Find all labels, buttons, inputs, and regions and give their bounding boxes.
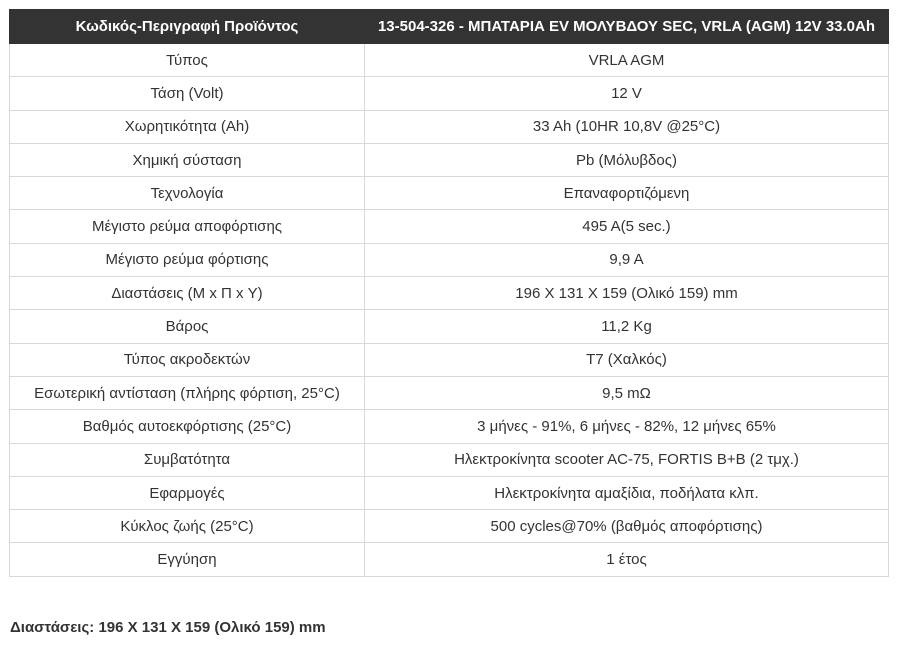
spec-label-cell: Τεχνολογία (10, 177, 365, 210)
table-row (10, 243, 889, 276)
spec-value-cell: Ηλεκτροκίνητα scooter AC-75, FORTIS B+B (2 τμχ.) (365, 443, 889, 476)
table-row (10, 44, 889, 77)
spec-label-cell: Χημική σύσταση (10, 143, 365, 176)
table-row (10, 510, 889, 543)
spec-label-cell: Βάρος (10, 310, 365, 343)
spec-label-cell: Βαθμός αυτοεκφόρτισης (25°C) (10, 410, 365, 443)
spec-value-cell: 3 μήνες - 91%, 6 μήνες - 82%, 12 μήνες 65% (365, 410, 889, 443)
table-row (10, 476, 889, 509)
spec-label-cell: Εγγύηση (10, 543, 365, 576)
spec-label-cell: Τύπος (10, 44, 365, 77)
table-body (10, 44, 889, 577)
spec-label-cell: Μέγιστο ρεύμα αποφόρτισης (10, 210, 365, 243)
spec-value-cell: VRLA AGM (365, 44, 889, 77)
spec-value-cell: 500 cycles@70% (βαθμός αποφόρτισης) (365, 510, 889, 543)
table-row (10, 110, 889, 143)
table-row (10, 143, 889, 176)
spec-value-cell: 33 Ah (10HR 10,8V @25°C) (365, 110, 889, 143)
header-label-cell: Κωδικός-Περιγραφή Προϊόντος (10, 10, 365, 44)
table-row (10, 177, 889, 210)
table-row (10, 543, 889, 576)
spec-label-cell: Μέγιστο ρεύμα φόρτισης (10, 243, 365, 276)
spec-label-cell: Εφαρμογές (10, 476, 365, 509)
spec-label-cell: Τύπος ακροδεκτών (10, 343, 365, 376)
spec-value-cell: 495 A(5 sec.) (365, 210, 889, 243)
header-product-cell: 13-504-326 - ΜΠΑΤΑΡΙΑ EV ΜΟΛΥΒΔΟΥ SEC, VRLA (AGM) 12V 33.0Ah (365, 10, 889, 44)
table-row (10, 77, 889, 110)
table-row (10, 410, 889, 443)
spec-value-cell: T7 (Χαλκός) (365, 343, 889, 376)
product-spec-table (9, 9, 889, 577)
spec-value-cell: Ηλεκτροκίνητα αμαξίδια, ποδήλατα κλπ. (365, 476, 889, 509)
spec-label-cell: Εσωτερική αντίσταση (πλήρης φόρτιση, 25°C) (10, 376, 365, 409)
spec-label-cell: Τάση (Volt) (10, 77, 365, 110)
table-row (10, 376, 889, 409)
spec-value-cell: 11,2 Kg (365, 310, 889, 343)
spec-value-cell: 9,5 mΩ (365, 376, 889, 409)
spec-label-cell: Κύκλος ζωής (25°C) (10, 510, 365, 543)
spec-label-cell: Χωρητικότητα (Ah) (10, 110, 365, 143)
table-header-row (10, 10, 889, 44)
spec-value-cell: 196 X 131 X 159 (Ολικό 159) mm (365, 277, 889, 310)
table-row (10, 310, 889, 343)
spec-value-cell: 1 έτος (365, 543, 889, 576)
spec-value-cell: 9,9 A (365, 243, 889, 276)
table-row (10, 443, 889, 476)
spec-value-cell: 12 V (365, 77, 889, 110)
table-row (10, 210, 889, 243)
spec-label-cell: Διαστάσεις (Μ x Π x Υ) (10, 277, 365, 310)
dimensions-note: Διαστάσεις: 196 X 131 X 159 (Ολικό 159) mm (10, 619, 326, 636)
spec-value-cell: Επαναφορτιζόμενη (365, 177, 889, 210)
spec-label-cell: Συμβατότητα (10, 443, 365, 476)
table-row (10, 277, 889, 310)
spec-value-cell: Pb (Μόλυβδος) (365, 143, 889, 176)
table-row (10, 343, 889, 376)
